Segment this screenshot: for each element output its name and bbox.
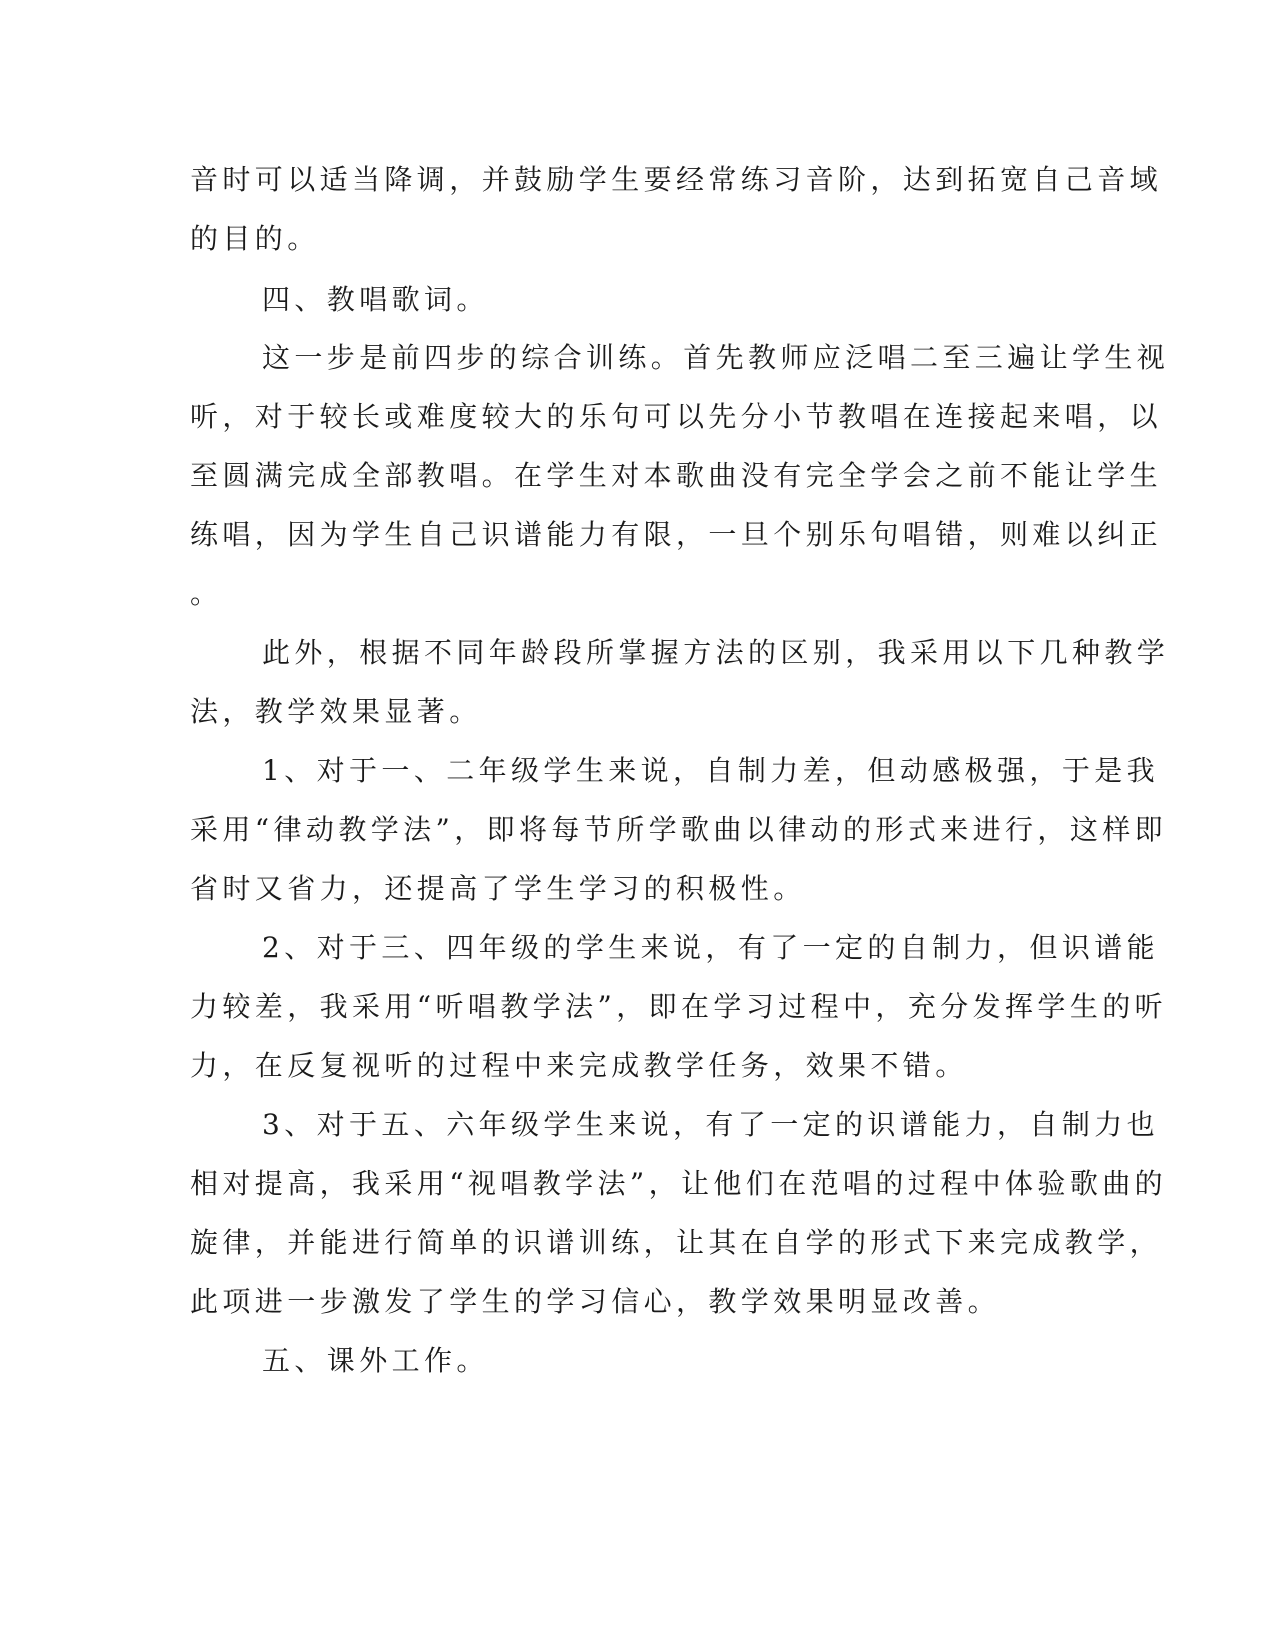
text-line: 省时又省力，还提高了学生学习的积极性。 bbox=[190, 872, 806, 905]
text-line: 音时可以适当降调，并鼓励学生要经常练习音阶，达到拓宽自己音域 bbox=[190, 163, 1163, 196]
text-line: 相对提高，我采用“视唱教学法”，让他们在范唱的过程中体验歌曲的 bbox=[190, 1167, 1168, 1200]
text-line: 力较差，我采用“听唱教学法”，即在学习过程中，充分发挥学生的听 bbox=[190, 990, 1168, 1023]
text-line: 。 bbox=[190, 577, 223, 610]
text-line: 至圆满完成全部教唱。在学生对本歌曲没有完全学会之前不能让学生 bbox=[190, 459, 1163, 492]
text-line: 此外，根据不同年龄段所掌握方法的区别，我采用以下几种教学 bbox=[262, 636, 1170, 669]
text-line: 这一步是前四步的综合训练。首先教师应泛唱二至三遍让学生视 bbox=[262, 341, 1170, 374]
text-line: 旋律，并能进行简单的识谱训练，让其在自学的形式下来完成教学， bbox=[190, 1226, 1163, 1259]
list-item: 3、对于五、六年级学生来说，有了一定的识谱能力，自制力也 bbox=[262, 1108, 1160, 1141]
text-line: 练唱，因为学生自己识谱能力有限，一旦个别乐句唱错，则难以纠正 bbox=[190, 518, 1163, 551]
section-heading: 五、课外工作。 bbox=[262, 1344, 489, 1377]
text-line: 力，在反复视听的过程中来完成教学任务，效果不错。 bbox=[190, 1049, 968, 1082]
list-item: 2、对于三、四年级的学生来说，有了一定的自制力，但识谱能 bbox=[262, 931, 1160, 964]
text-line: 的目的。 bbox=[190, 222, 320, 255]
list-item: 1、对于一、二年级学生来说，自制力差，但动感极强，于是我 bbox=[262, 754, 1160, 787]
text-line: 听，对于较长或难度较大的乐句可以先分小节教唱在连接起来唱，以 bbox=[190, 400, 1163, 433]
text-line: 法，教学效果显著。 bbox=[190, 695, 482, 728]
text-line: 采用“律动教学法”，即将每节所学歌曲以律动的形式来进行，这样即 bbox=[190, 813, 1168, 846]
text-line: 此项进一步激发了学生的学习信心，教学效果明显改善。 bbox=[190, 1285, 1001, 1318]
section-heading: 四、教唱歌词。 bbox=[262, 283, 489, 316]
